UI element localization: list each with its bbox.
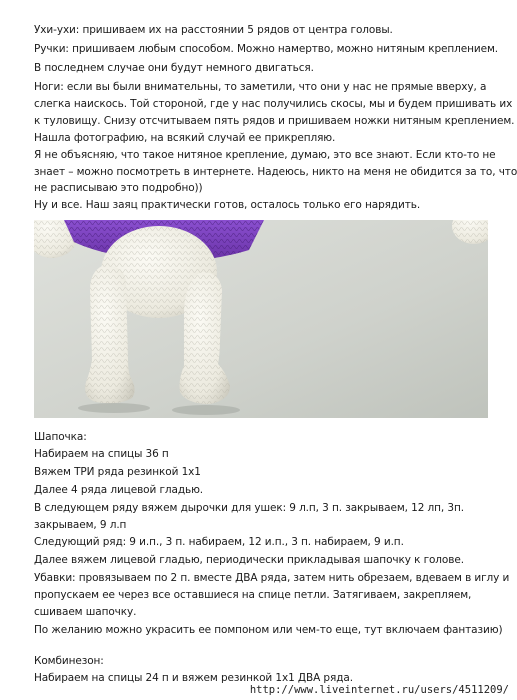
text-line: Следующий ряд: 9 и.п., 3 п. набираем, 12 и.п., 3 п. набираем, 9 и.п. <box>34 536 404 548</box>
text-line: сшиваем шапочку. <box>34 606 137 618</box>
text-line: Ручки: пришиваем любым способом. Можно намертво, можно нитяным креплением. <box>34 43 499 55</box>
text-line: к туловищу. Снизу отсчитываем пять рядов и пришиваем ножки нитяным креплением. <box>34 115 515 127</box>
text-line: Я не объясняю, что такое нитяное крепление, думаю, это все знают. Если кто-то не <box>34 149 496 161</box>
section-heading-hat: Шапочка: <box>34 431 87 443</box>
text-line: Вяжем ТРИ ряда резинкой 1х1 <box>34 466 201 478</box>
text-line: пропускаем ее через все оставшиеся на спице петли. Затягиваем, закрепляем, <box>34 589 472 601</box>
text-line: Ну и все. Наш заяц практически готов, осталось только его нарядить. <box>34 199 421 211</box>
text-line: не расписываю это подробно)) <box>34 182 203 194</box>
section-heading-overall: Комбинезон: <box>34 655 104 667</box>
text-line: В следующем ряду вяжем дырочки для ушек: 9 л.п, 3 п. закрываем, 12 лп, 3п. <box>34 502 464 514</box>
text-line: знает – можно посмотреть в интернете. Надеюсь, никто на меня не обидится за то, что <box>34 166 517 178</box>
bunny-legs-photo <box>34 220 488 418</box>
text-line: Далее 4 ряда лицевой гладью. <box>34 484 204 496</box>
text-line: слегка наискось. Той стороной, где у нас получились скосы, мы и будем пришивать их <box>34 98 513 110</box>
text-line: Нашла фотографию, на всякий случай ее прикрепляю. <box>34 132 336 144</box>
source-watermark: http://www.liveinternet.ru/users/4511209/ <box>249 684 509 696</box>
text-line: По желанию можно украсить ее помпоном или чем-то еще, тут включаем фантазию) <box>34 624 503 636</box>
text-line: В последнем случае они будут немного двигаться. <box>34 62 314 74</box>
text-line: Набираем на спицы 36 п <box>34 448 169 460</box>
text-line: Далее вяжем лицевой гладью, периодически прикладывая шапочку к голове. <box>34 554 464 566</box>
text-line: Набираем на спицы 24 п и вяжем резинкой 1х1 ДВА ряда. <box>34 672 353 684</box>
text-line: закрываем, 9 л.п <box>34 519 127 531</box>
text-line: Ноги: если вы были внимательны, то заметили, что они у нас не прямые вверху, а <box>34 81 487 93</box>
text-line: Убавки: провязываем по 2 п. вместе ДВА ряда, затем нить обрезаем, вдеваем в иглу и <box>34 572 510 584</box>
text-line: Ухи-ухи: пришиваем их на расстоянии 5 рядов от центра головы. <box>34 24 393 36</box>
